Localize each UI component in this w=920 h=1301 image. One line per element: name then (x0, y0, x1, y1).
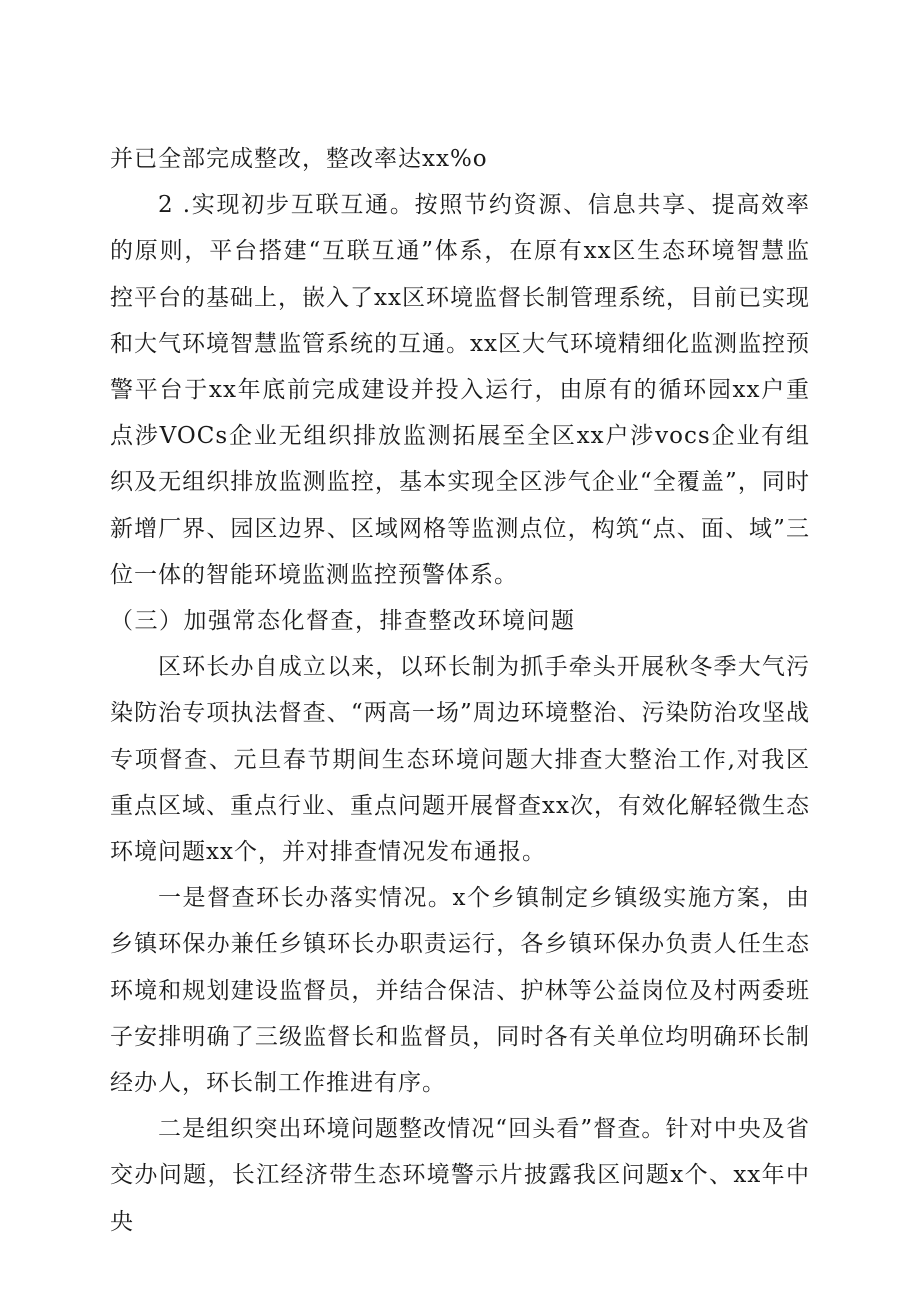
document-body (110, 136, 810, 1245)
section-heading: （三）加强常态化督查，排查整改环境问题 (110, 608, 576, 635)
paragraph-inspection-point-1: 一是督查环长办落实情况。x个乡镇制定乡镇级实施方案，由乡镇环保办兼任乡镇环长办职责运行，各乡镇环保办负责人任生态环境和规划建设监督员，并结合保洁、护林等公益岗位及村两委班子安排明确了三级监督长和监督员，同时各有关单位均明确环长制经办人，环长制工作推进有序。 (110, 885, 810, 1097)
paragraph-inspection-overview: 区环长办自成立以来，以环长制为抓手牵头开展秋冬季大气污染防治专项执法督查、“两高一场”周边环境整治、污染防治攻坚战专项督查、元旦春节期间生态环境问题大排查大整治工作,对我区重点区域、重点行业、重点问题开展督查xx次，有效化解轻微生态环境问题xx个，并对排查情况发布通报。 (110, 654, 810, 866)
paragraph-interconnection: 2 .实现初步互联互通。按照节约资源、信息共享、提高效率的原则，平台搭建“互联互通”体系，在原有xx区生态环境智慧监控平台的基础上，嵌入了xx区环境监督长制管理系统，目前已实现和大气环境智慧监管系统的互通。xx区大气环境精细化监测监控预警平台于xx年底前完成建设并投入运行，由原有的循环园xx户重点涉VOCs企业无组织排放监测拓展至全区xx户涉vocs企业有组织及无组织排放监测监控，基本实现全区涉气企业“全覆盖”，同时新增厂界、园区边界、区域网格等监测点位，构筑“点、面、域”三位一体的智能环境监测监控预警体系。 (110, 192, 810, 588)
paragraph-inspection-point-2: 二是组织突出环境问题整改情况“回头看”督查。针对中央及省交办问题，长江经济带生态环境警示片披露我区问题x个、xx年中央 (110, 1116, 810, 1235)
paragraph-continuation: 并已全部完成整改，整改率达xx%o (110, 146, 488, 172)
